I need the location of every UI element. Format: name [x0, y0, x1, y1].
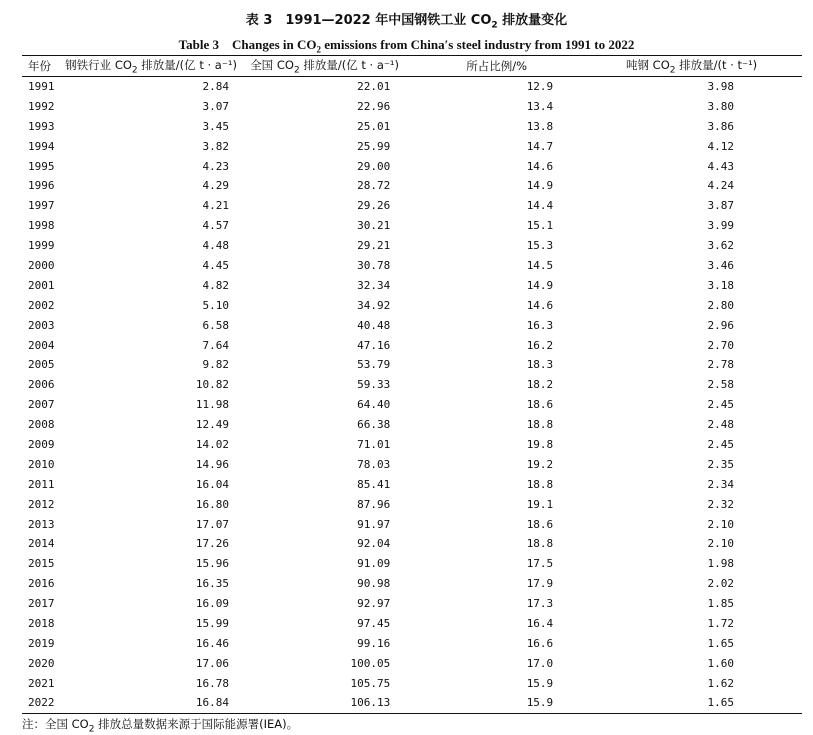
- cell-per-ton: 2.10: [707, 517, 734, 531]
- table-row: [22, 295, 802, 315]
- cell-per-ton: 3.87: [707, 199, 734, 213]
- cell-share: 14.6: [526, 159, 554, 173]
- cell-steel-emissions: 2.84: [202, 80, 230, 94]
- cell-year: 2022: [22, 693, 65, 713]
- cell-share: 14.7: [526, 139, 554, 153]
- table-row: [22, 574, 802, 594]
- cell-national-emissions: 100.05: [350, 656, 391, 670]
- cell-share: 17.5: [526, 557, 554, 571]
- table-row: [22, 275, 802, 295]
- cell-per-ton: 2.58: [707, 378, 734, 392]
- cell-share: 18.6: [526, 517, 554, 531]
- header-per-ton-emissions: [581, 56, 802, 77]
- header-per-ton-unit: 排放量/(t · t⁻¹): [675, 57, 758, 72]
- header-per-ton-sub: 2: [669, 65, 676, 76]
- cell-per-ton: 2.48: [707, 418, 734, 432]
- cell-steel-emissions: 16.09: [195, 597, 230, 611]
- cell-steel-emissions: 16.78: [195, 676, 230, 690]
- cell-per-ton: 2.02: [707, 577, 734, 591]
- table-row: [22, 136, 802, 156]
- cell-national-emissions: 30.21: [357, 219, 391, 233]
- cell-year: 2021: [28, 676, 55, 690]
- cell-steel-emissions: 3.82: [202, 139, 230, 153]
- table-row: [22, 454, 802, 474]
- table-row: [22, 614, 802, 634]
- cell-national-emissions: 105.75: [350, 676, 391, 690]
- table-row: [22, 474, 802, 494]
- cell-year: 1994: [28, 139, 55, 153]
- cell-national-emissions: 97.45: [357, 616, 391, 630]
- cell-per-ton: 2.10: [707, 537, 734, 551]
- cell-national-emissions: 106.13: [237, 693, 412, 713]
- cell-steel-emissions: 11.98: [195, 398, 230, 412]
- cell-year: 1997: [28, 199, 55, 213]
- cell-share: 13.4: [526, 99, 554, 113]
- cell-per-ton: 3.98: [707, 80, 734, 94]
- cell-year: 2018: [28, 616, 55, 630]
- table-row: [22, 514, 802, 534]
- cell-share: 18.3: [526, 358, 554, 372]
- cell-per-ton: 2.45: [707, 437, 734, 451]
- table-row: [22, 375, 802, 395]
- cell-national-emissions: 22.96: [357, 99, 391, 113]
- table-row: [22, 534, 802, 554]
- cell-national-emissions: 66.38: [357, 418, 391, 432]
- cell-share: 15.9: [526, 676, 554, 690]
- cell-year: 2014: [28, 537, 55, 551]
- cell-national-emissions: 28.72: [357, 179, 391, 193]
- cell-steel-emissions: 16.04: [195, 477, 230, 491]
- cell-national-emissions: 91.97: [357, 517, 391, 531]
- header-steel-emissions: [65, 56, 237, 77]
- cell-per-ton: 2.34: [707, 477, 734, 491]
- cell-steel-emissions: 5.10: [202, 298, 230, 312]
- cell-per-ton: 3.46: [707, 258, 734, 272]
- cell-share: 15.9: [412, 693, 581, 713]
- cell-national-emissions: 29.26: [357, 199, 391, 213]
- cell-per-ton: 2.70: [707, 338, 734, 352]
- cell-share: 18.2: [526, 378, 554, 392]
- cell-year: 1991: [28, 80, 55, 94]
- cell-national-emissions: 22.01: [357, 80, 391, 94]
- table-row: [22, 256, 802, 276]
- table-row: [22, 116, 802, 136]
- cell-year: 2005: [28, 358, 55, 372]
- title-cn-text-end: 排放量变化: [497, 13, 568, 28]
- cell-year: 2017: [28, 597, 55, 611]
- note-text-end: 排放总量数据来源于国际能源署(IEA)。: [94, 717, 299, 731]
- cell-year: 2020: [28, 656, 55, 670]
- cell-per-ton: 1.72: [707, 616, 734, 630]
- table-row: [22, 693, 802, 713]
- cell-year: 2011: [28, 477, 55, 491]
- cell-per-ton: 2.96: [707, 318, 734, 332]
- table-row: [22, 594, 802, 614]
- cell-year: 2013: [28, 517, 55, 531]
- cell-year: 1995: [28, 159, 55, 173]
- cell-year: 2019: [28, 636, 55, 650]
- cell-share: 16.6: [526, 636, 554, 650]
- cell-per-ton: 2.78: [707, 358, 734, 372]
- cell-per-ton: 2.80: [707, 298, 734, 312]
- cell-share: 14.5: [526, 258, 554, 272]
- cell-year: 1999: [28, 239, 55, 253]
- cell-steel-emissions: 15.96: [195, 557, 230, 571]
- table-row: [22, 236, 802, 256]
- cell-per-ton: 3.62: [707, 239, 734, 253]
- cell-share: 18.8: [526, 537, 554, 551]
- cell-per-ton: 4.12: [707, 139, 734, 153]
- table-row: [22, 77, 802, 97]
- cell-national-emissions: 29.21: [357, 239, 391, 253]
- table-row: [22, 673, 802, 693]
- cell-steel-emissions: 14.02: [195, 437, 230, 451]
- cell-share: 17.0: [526, 656, 554, 670]
- cell-steel-emissions: 4.48: [202, 239, 230, 253]
- title-en-text-end: emissions from China′s steel industry from 1991 to 2022: [320, 37, 635, 52]
- table-row: [22, 494, 802, 514]
- cell-steel-emissions: 4.45: [202, 258, 230, 272]
- cell-share: 19.2: [526, 457, 554, 471]
- table-row: [22, 653, 802, 673]
- cell-year: 2007: [28, 398, 55, 412]
- cell-per-ton: 3.18: [707, 278, 734, 292]
- cell-steel-emissions: 4.29: [202, 179, 230, 193]
- cell-national-emissions: 91.09: [357, 557, 391, 571]
- cell-share: 14.9: [526, 278, 554, 292]
- cell-per-ton: 1.98: [707, 557, 734, 571]
- cell-steel-emissions: 17.06: [195, 656, 230, 670]
- cell-share: 19.8: [526, 437, 554, 451]
- cell-national-emissions: 92.97: [357, 597, 391, 611]
- note-subscript: 2: [88, 724, 95, 735]
- cell-steel-emissions: 16.35: [195, 577, 230, 591]
- header-per-ton-text: 吨钢 CO: [626, 57, 670, 72]
- cell-share: 17.9: [526, 577, 554, 591]
- cell-national-emissions: 59.33: [357, 378, 391, 392]
- cell-year: 2008: [28, 418, 55, 432]
- table-row: [22, 176, 802, 196]
- cell-national-emissions: 29.00: [357, 159, 391, 173]
- cell-steel-emissions: 9.82: [202, 358, 230, 372]
- cell-steel-emissions: 4.82: [202, 278, 230, 292]
- header-share: 所占比例/%: [412, 56, 581, 77]
- cell-steel-emissions: 3.45: [202, 119, 230, 133]
- table-row: [22, 435, 802, 455]
- header-national-sub: 2: [293, 65, 300, 76]
- cell-per-ton: 1.85: [707, 597, 734, 611]
- cell-share: 13.8: [526, 119, 554, 133]
- cell-year: 2001: [28, 278, 55, 292]
- table-footnote: [22, 716, 298, 734]
- table-title-english: [0, 34, 813, 56]
- cell-steel-emissions: 7.64: [202, 338, 230, 352]
- cell-steel-emissions: 17.07: [195, 517, 230, 531]
- cell-year: 2009: [28, 437, 55, 451]
- cell-steel-emissions: 4.23: [202, 159, 230, 173]
- cell-share: 16.3: [526, 318, 554, 332]
- cell-share: 14.9: [526, 179, 554, 193]
- table-row: [22, 216, 802, 236]
- table-row: [22, 415, 802, 435]
- cell-national-emissions: 25.01: [357, 119, 391, 133]
- cell-year: 2010: [28, 457, 55, 471]
- cell-share: 19.1: [526, 497, 554, 511]
- header-steel-text: 钢铁行业 CO: [65, 57, 132, 72]
- header-national-unit: 排放量/(亿 t · a⁻¹): [299, 57, 400, 72]
- cell-per-ton: 2.32: [707, 497, 734, 511]
- title-cn-subscript: 2: [491, 20, 498, 31]
- cell-share: 15.3: [526, 239, 554, 253]
- table-row: [22, 633, 802, 653]
- cell-national-emissions: 32.34: [357, 278, 391, 292]
- note-text: 注：全国 CO: [22, 717, 89, 731]
- cell-share: 12.9: [526, 80, 554, 94]
- cell-year: 2015: [28, 557, 55, 571]
- cell-steel-emissions: 12.49: [195, 418, 230, 432]
- cell-year: 2004: [28, 338, 55, 352]
- table-row: [22, 96, 802, 116]
- cell-per-ton: 3.80: [707, 99, 734, 113]
- cell-year: 2002: [28, 298, 55, 312]
- cell-year: 1998: [28, 219, 55, 233]
- header-steel-sub: 2: [131, 65, 138, 76]
- cell-national-emissions: 64.40: [357, 398, 391, 412]
- cell-national-emissions: 71.01: [357, 437, 391, 451]
- cell-national-emissions: 53.79: [357, 358, 391, 372]
- table-row: [22, 335, 802, 355]
- cell-national-emissions: 92.04: [357, 537, 391, 551]
- title-en-text: Table 3 Changes in CO: [178, 37, 317, 52]
- header-national-text: 全国 CO: [250, 57, 294, 72]
- cell-share: 16.2: [526, 338, 554, 352]
- cell-steel-emissions: 4.57: [202, 219, 230, 233]
- cell-national-emissions: 78.03: [357, 457, 391, 471]
- cell-year: 2003: [28, 318, 55, 332]
- cell-steel-emissions: 6.58: [202, 318, 230, 332]
- header-year: 年份: [22, 56, 65, 77]
- cell-per-ton: 1.62: [707, 676, 734, 690]
- cell-share: 14.6: [526, 298, 554, 312]
- cell-steel-emissions: 4.21: [202, 199, 230, 213]
- cell-national-emissions: 25.99: [357, 139, 391, 153]
- cell-share: 15.1: [526, 219, 554, 233]
- cell-steel-emissions: 17.26: [195, 537, 230, 551]
- table-header-row: [22, 56, 802, 77]
- header-steel-unit: 排放量/(亿 t · a⁻¹): [137, 57, 238, 72]
- cell-steel-emissions: 16.84: [65, 693, 237, 713]
- table-row: [22, 355, 802, 375]
- cell-steel-emissions: 3.07: [202, 99, 230, 113]
- cell-national-emissions: 40.48: [357, 318, 391, 332]
- title-en-subscript: 2: [316, 44, 321, 55]
- cell-share: 16.4: [526, 616, 554, 630]
- cell-national-emissions: 47.16: [357, 338, 391, 352]
- cell-national-emissions: 34.92: [357, 298, 391, 312]
- cell-steel-emissions: 15.99: [195, 616, 230, 630]
- cell-share: 14.4: [526, 199, 554, 213]
- cell-steel-emissions: 16.46: [195, 636, 230, 650]
- cell-year: 2016: [28, 577, 55, 591]
- cell-per-ton: 3.86: [707, 119, 734, 133]
- table-row: [22, 156, 802, 176]
- cell-year: 2000: [28, 258, 55, 272]
- cell-year: 2012: [28, 497, 55, 511]
- cell-share: 17.3: [526, 597, 554, 611]
- emissions-table: [22, 55, 802, 714]
- cell-per-ton: 2.45: [707, 398, 734, 412]
- cell-year: 1996: [28, 179, 55, 193]
- cell-per-ton: 4.24: [707, 179, 734, 193]
- cell-national-emissions: 85.41: [357, 477, 391, 491]
- table-title-chinese: [0, 0, 813, 30]
- table-row: [22, 196, 802, 216]
- cell-national-emissions: 87.96: [357, 497, 391, 511]
- cell-per-ton: 1.65: [581, 693, 802, 713]
- cell-steel-emissions: 10.82: [195, 378, 230, 392]
- cell-per-ton: 1.60: [707, 656, 734, 670]
- table-row: [22, 395, 802, 415]
- title-cn-text: 表 3 1991—2022 年中国钢铁工业 CO: [245, 13, 492, 28]
- cell-per-ton: 3.99: [707, 219, 734, 233]
- cell-year: 2006: [28, 378, 55, 392]
- cell-share: 18.6: [526, 398, 554, 412]
- cell-per-ton: 1.65: [707, 636, 734, 650]
- table-body: [22, 77, 802, 714]
- cell-per-ton: 2.35: [707, 457, 734, 471]
- cell-national-emissions: 30.78: [357, 258, 391, 272]
- cell-steel-emissions: 16.80: [195, 497, 230, 511]
- cell-steel-emissions: 14.96: [195, 457, 230, 471]
- cell-national-emissions: 99.16: [357, 636, 391, 650]
- cell-per-ton: 4.43: [707, 159, 734, 173]
- cell-share: 18.8: [526, 418, 554, 432]
- table-row: [22, 315, 802, 335]
- cell-year: 1992: [28, 99, 55, 113]
- cell-share: 18.8: [526, 477, 554, 491]
- cell-year: 1993: [28, 119, 55, 133]
- cell-national-emissions: 90.98: [357, 577, 391, 591]
- table-row: [22, 554, 802, 574]
- header-national-emissions: [237, 56, 412, 77]
